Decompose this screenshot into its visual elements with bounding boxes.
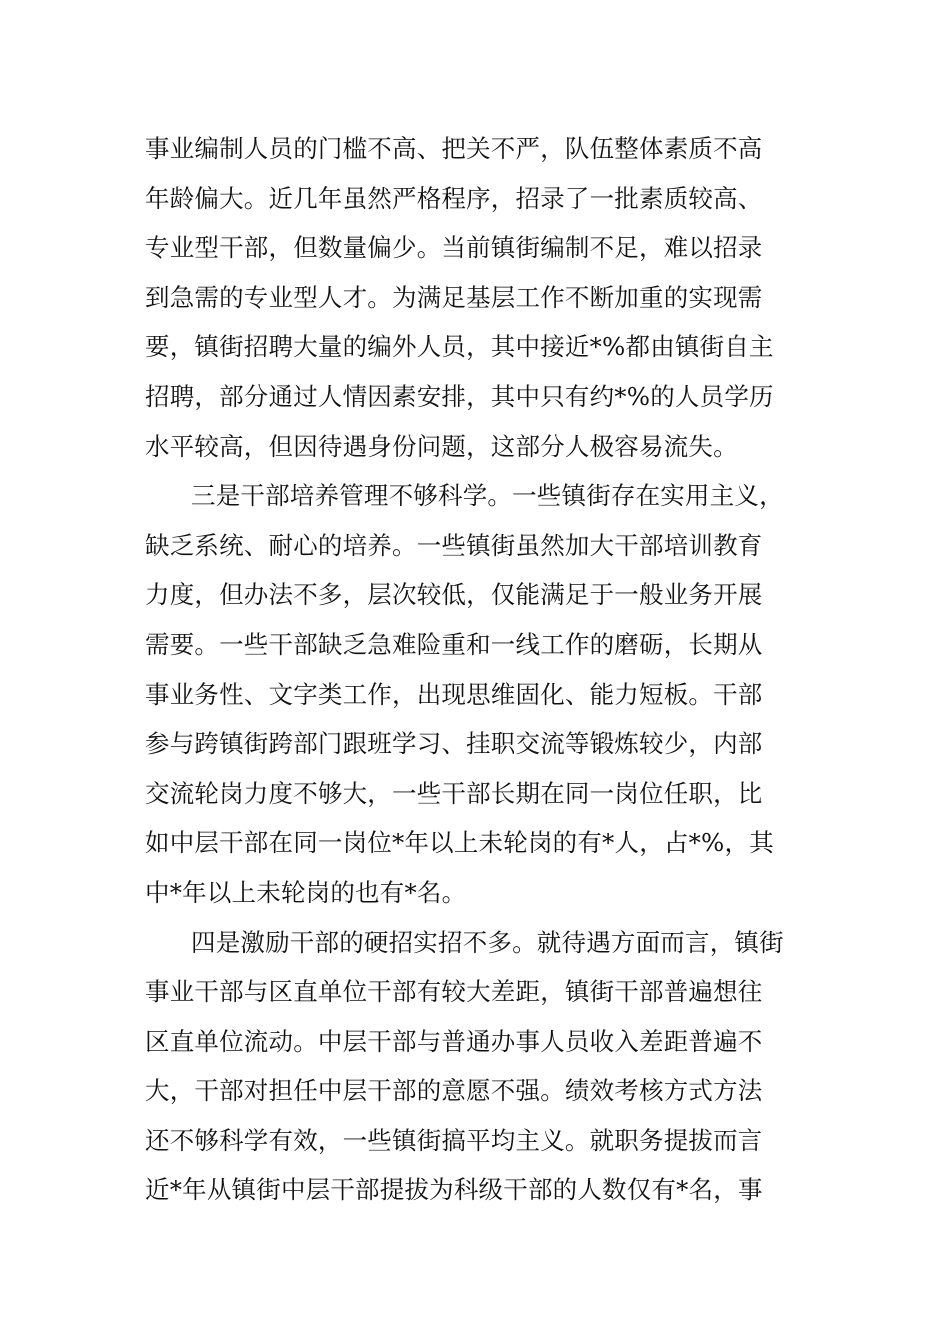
text-line: 到急需的专业型人才。为满足基层工作不断加重的实现需 — [145, 282, 763, 312]
text-line: 参与跨镇街跨部门跟班学习、挂职交流等锻炼较少，内部 — [145, 729, 763, 759]
text-line: 要，镇街招聘大量的编外人员，其中接近*%都由镇街自主 — [145, 332, 774, 362]
text-line: 专业型干部，但数量偏少。当前镇街编制不足，难以招录 — [145, 233, 763, 263]
text-line: 招聘，部分通过人情因素安排，其中只有约*%的人员学历 — [145, 381, 774, 411]
text-line: 需要。一些干部缺乏急难险重和一线工作的磨砺，长期从 — [145, 629, 763, 659]
text-line: 事业编制人员的门槛不高、把关不严，队伍整体素质不高 — [145, 134, 763, 163]
text-line: 事业务性、文字类工作，出现思维固化、能力短板。干部 — [145, 679, 763, 709]
paragraph-heading-four: 四是激励干部的硬招实招不多。就待遇方面而言，镇街 — [191, 927, 784, 957]
text-line: 力度，但办法不多，层次较低，仅能满足于一般业务开展 — [145, 580, 763, 610]
text-line: 区直单位流动。中层干部与普通办事人员收入差距普遍不 — [145, 1026, 763, 1056]
text-line: 事业干部与区直单位干部有较大差距，镇街干部普遍想往 — [145, 977, 763, 1007]
text-line: 缺乏系统、耐心的培养。一些镇街虽然加大干部培训教育 — [145, 530, 763, 560]
text-line: 交流轮岗力度不够大，一些干部长期在同一岗位任职，比 — [145, 778, 763, 808]
text-line: 如中层干部在同一岗位*年以上未轮岗的有*人，占*%，其 — [145, 828, 774, 858]
text-line: 中*年以上未轮岗的也有*名。 — [145, 877, 467, 907]
text-line: 水平较高，但因待遇身份问题，这部分人极容易流失。 — [145, 431, 738, 461]
text-line: 大，干部对担任中层干部的意愿不强。绩效考核方式方法 — [145, 1076, 763, 1106]
body-text — [145, 124, 810, 1215]
text-line: 近*年从镇街中层干部提拔为科级干部的人数仅有*名，事 — [145, 1175, 763, 1205]
paragraph-heading-three: 三是干部培养管理不够科学。一些镇街存在实用主义， — [191, 481, 784, 511]
text-line: 年龄偏大。近几年虽然严格程序，招录了一批素质较高、 — [145, 183, 763, 213]
text-line: 还不够科学有效，一些镇街搞平均主义。就职务提拔而言 — [145, 1125, 763, 1155]
